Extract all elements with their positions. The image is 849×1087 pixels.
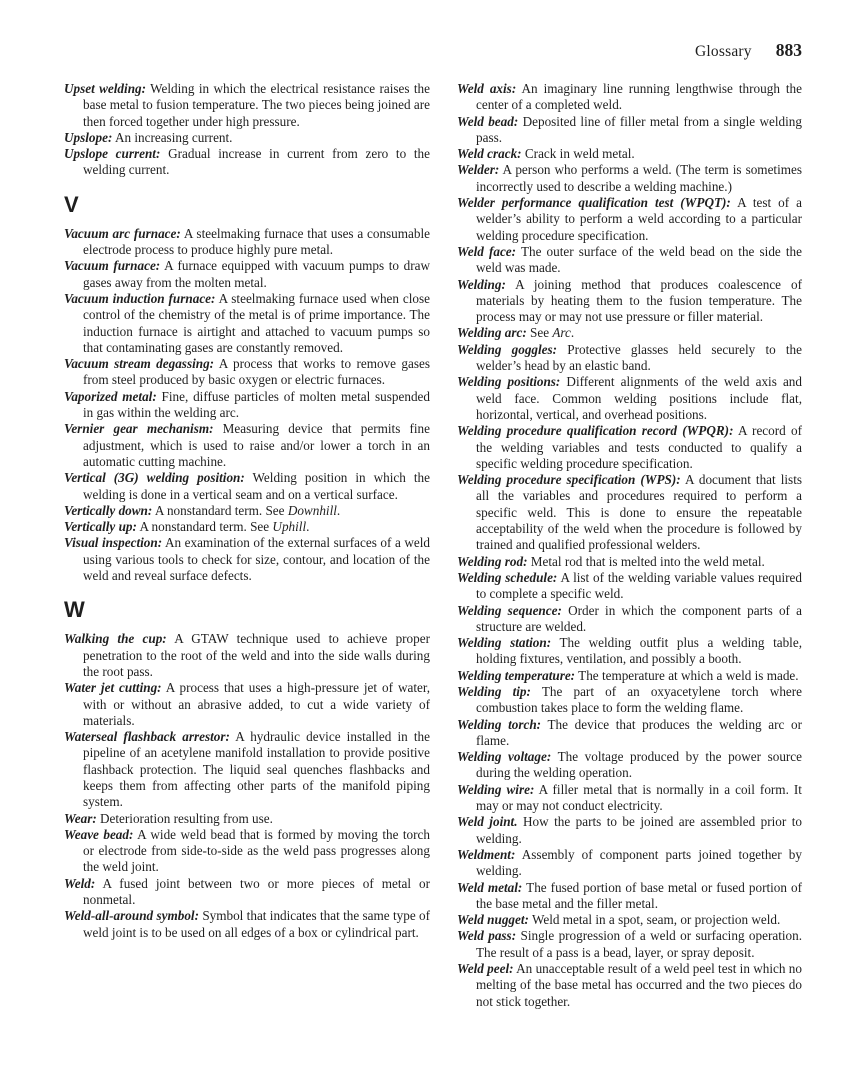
glossary-term: Vertically down: <box>64 502 153 518</box>
glossary-entry <box>457 570 802 603</box>
glossary-entry <box>64 421 430 470</box>
glossary-term: Welding schedule: <box>457 569 558 585</box>
glossary-term: Weave bead: <box>64 826 134 842</box>
glossary-definition: A furnace equipped with vacuum pumps to draw gases away from the molten metal. <box>83 258 430 290</box>
glossary-definition: Different alignments of the weld axis and weld face. Common welding positions include flat, horizontal, vertical, and overhead positions. <box>476 374 802 422</box>
glossary-term: Upslope: <box>64 129 113 145</box>
glossary-definition: A document that lists all the variables and procedures required to perform a specific weld. This is done to ensure the repeatable acceptability of the weld when the procedure is followed by trained and qualified professional welders. <box>476 472 802 553</box>
glossary-definition: Order in which the component parts of a structure are welded. <box>476 602 803 634</box>
glossary-definition: A filler metal that is normally in a coil form. It may or may not conduct electricity. <box>476 781 802 814</box>
glossary-entry <box>457 782 802 815</box>
glossary-definition: Metal rod that is melted into the weld metal. <box>530 553 765 569</box>
glossary-definition: Welding position in which the welding is done in a vertical seam and on a vertical surface. <box>83 470 430 502</box>
glossary-entry <box>64 226 430 259</box>
glossary-definition: The welding outfit plus a welding table, holding fixtures, ventilation, and possibly a booth. <box>476 635 802 667</box>
glossary-term: Water jet cutting: <box>64 680 162 696</box>
glossary-entry <box>457 847 802 880</box>
glossary-term: Welding wire: <box>457 781 535 797</box>
glossary-entry <box>457 603 802 636</box>
glossary-definition: A hydraulic device installed in the pipeline of an acetylene manifold installation to provide positive flashback protection. The liquid seal quenches flashbacks and keeps them from affecting other parts of the manifold piping system. <box>83 729 430 810</box>
glossary-term: Weld peel: <box>457 961 514 977</box>
glossary-entry <box>64 389 430 422</box>
glossary-column-right <box>457 81 802 1010</box>
glossary-term: Welding station: <box>457 635 552 651</box>
glossary-term: Welding positions: <box>457 374 561 390</box>
glossary-entry <box>457 342 802 375</box>
glossary-entry <box>457 114 802 147</box>
glossary-definition: Welding in which the electrical resistance raises the base metal to fusion temperature. The two pieces being joined are then forced together under high pressure. <box>83 81 430 129</box>
glossary-entry <box>457 961 802 1010</box>
glossary-term: Vacuum stream degassing: <box>64 356 215 372</box>
glossary-definition: How the parts to be joined are assembled prior to welding. <box>476 814 803 846</box>
glossary-entry <box>457 423 802 472</box>
glossary-entry <box>457 195 802 244</box>
glossary-term: Weld: <box>64 875 96 891</box>
glossary-entry <box>64 81 430 130</box>
glossary-definition: Deposited line of filler metal from a single welding pass. <box>476 113 802 145</box>
glossary-definition: A joining method that produces coalescence of materials by heating them to the fusion temperature. The process may or may not use pressure or filler material. <box>476 276 802 325</box>
glossary-entry <box>457 374 802 423</box>
glossary-definition: The part of an oxyacetylene torch where combustion takes place to form the welding flame. <box>476 683 803 716</box>
glossary-definition: See Arc. <box>530 325 575 341</box>
glossary-entry <box>64 503 430 519</box>
running-head-title: Glossary <box>695 43 752 60</box>
glossary-definition: An examination of the external surfaces of a weld using various tools to check for size, contour, and location of the weld and reveal surface defects. <box>83 535 430 584</box>
glossary-entry <box>457 472 802 553</box>
glossary-term: Vacuum furnace: <box>64 258 161 274</box>
glossary-entry <box>64 811 430 827</box>
glossary-term: Weldment: <box>457 846 516 862</box>
glossary-entry <box>64 130 430 146</box>
glossary-term: Welding rod: <box>457 553 528 569</box>
glossary-definition: A nonstandard term. See Downhill. <box>154 502 341 518</box>
glossary-definition: The temperature at which a weld is made. <box>578 667 799 683</box>
glossary-entry <box>457 814 802 847</box>
glossary-definition: An increasing current. <box>114 129 233 145</box>
glossary-term: Weld pass: <box>457 928 517 944</box>
glossary-term: Vernier gear mechanism: <box>64 421 214 437</box>
glossary-definition: Weld metal in a spot, seam, or projection weld. <box>531 912 781 928</box>
glossary-entry <box>64 535 430 584</box>
glossary-term: Weld axis: <box>457 81 517 96</box>
glossary-term: Welder: <box>457 162 500 178</box>
glossary-definition: An unacceptable result of a weld peel test in which no melting of the base metal has occurred and the two pieces do not stick together. <box>476 961 802 1009</box>
glossary-term: Upset welding: <box>64 81 147 96</box>
glossary-definition: A record of the welding variables and tests conducted to qualify a specific welding procedure specification. <box>476 423 802 471</box>
page-number: 883 <box>775 40 802 60</box>
glossary-term: Wear: <box>64 810 97 826</box>
glossary-definition: Measuring device that permits fine adjustment, which is used to raise and/or lower a torch in an automatic cutting machine. <box>83 421 430 469</box>
glossary-term: Welding tip: <box>457 683 531 699</box>
glossary-term: Welder performance qualification test (WPQT): <box>457 195 731 211</box>
glossary-definition: Single progression of a weld or surfacing operation. The result of a pass is a bead, layer, or spray deposit. <box>476 928 803 960</box>
glossary-definition: Assembly of component parts joined together by welding. <box>476 846 802 879</box>
glossary-entry <box>457 668 802 684</box>
glossary-entry <box>457 635 802 668</box>
glossary-definition: A steelmaking furnace used when close control of the chemistry of the metal is of prime importance. The induction furnace is airtight and attached to vacuum pumps so that contaminating gases are constantly removed. <box>83 290 430 355</box>
glossary-entry <box>64 258 430 291</box>
glossary-term: Vacuum arc furnace: <box>64 225 181 241</box>
glossary-definition: A test of a welder’s ability to perform a weld according to a particular welding procedure specification. <box>476 195 802 243</box>
glossary-definition: A steelmaking furnace that uses a consumable electrode process to produce highly pure metal. <box>83 225 430 258</box>
glossary-definition: Fine, diffuse particles of molten metal suspended in gas within the welding arc. <box>83 388 430 421</box>
glossary-entry <box>457 749 802 782</box>
glossary-entry <box>457 684 802 717</box>
glossary-term: Welding torch: <box>457 716 542 732</box>
glossary-term: Welding arc: <box>457 325 527 341</box>
glossary-term: Visual inspection: <box>64 535 163 551</box>
glossary-term: Weld nugget: <box>457 912 529 928</box>
glossary-entry <box>64 827 430 876</box>
glossary-term: Weld face: <box>457 243 517 259</box>
glossary-term: Welding: <box>457 276 506 292</box>
glossary-term: Upslope current: <box>64 146 161 162</box>
glossary-definition: Protective glasses held securely to the welder’s head by an elastic band. <box>476 341 802 374</box>
glossary-entry <box>457 880 802 913</box>
glossary-entry <box>64 908 430 941</box>
glossary-entry <box>64 729 430 810</box>
glossary-entry <box>457 162 802 195</box>
glossary-entry <box>457 325 802 341</box>
glossary-term: Weld joint. <box>457 814 518 830</box>
glossary-definition: Gradual increase in current from zero to the welding current. <box>83 146 430 178</box>
glossary-term: Weld metal: <box>457 879 523 895</box>
glossary-term: Welding procedure specification (WPS): <box>457 472 681 488</box>
glossary-definition: A wide weld bead that is formed by moving the torch or electrode from side-to-side as the weld pass progresses along the weld joint. <box>83 826 430 875</box>
glossary-definition: A process that uses a high-pressure jet of water, with or without an abrasive added, to cut a wide variety of materials. <box>83 680 430 728</box>
glossary-entry <box>457 928 802 961</box>
section-letter-V: V <box>64 191 79 217</box>
glossary-definition: A GTAW technique used to achieve proper penetration to the root of the weld and into the side walls during the root pass. <box>83 631 430 679</box>
glossary-definition: Deterioration resulting from use. <box>100 810 273 826</box>
glossary-term: Vacuum induction furnace: <box>64 290 216 306</box>
glossary-entry <box>457 146 802 162</box>
glossary-definition: The fused portion of base metal or fused portion of the base metal and the filler metal. <box>476 879 803 911</box>
glossary-entry <box>64 631 430 680</box>
glossary-entry <box>64 291 430 356</box>
glossary-entry <box>457 244 802 277</box>
glossary-column-left <box>64 81 430 941</box>
glossary-term: Walking the cup: <box>64 631 167 647</box>
glossary-term: Weld-all-around symbol: <box>64 908 199 924</box>
glossary-term: Weld bead: <box>457 113 519 129</box>
glossary-term: Welding procedure qualification record (WPQR): <box>457 423 734 439</box>
glossary-term: Vertical (3G) welding position: <box>64 470 245 486</box>
section-letter-W: W <box>64 597 85 623</box>
glossary-definition: Crack in weld metal. <box>524 146 635 162</box>
glossary-entry <box>457 554 802 570</box>
glossary-definition: The outer surface of the weld bead on the side the weld was made. <box>476 243 802 276</box>
glossary-term: Welding voltage: <box>457 749 552 765</box>
glossary-entry <box>64 519 430 535</box>
running-head <box>695 40 802 61</box>
glossary-entry <box>457 717 802 750</box>
glossary-term: Waterseal flashback arrestor: <box>64 729 230 745</box>
glossary-term: Welding temperature: <box>457 667 576 683</box>
glossary-definition: A fused joint between two or more pieces of metal or nonmetal. <box>83 875 430 908</box>
glossary-entry <box>64 146 430 179</box>
glossary-term: Vaporized metal: <box>64 388 157 404</box>
glossary-term: Welding sequence: <box>457 602 562 618</box>
glossary-entry <box>457 912 802 928</box>
glossary-entry <box>64 470 430 503</box>
glossary-definition: The device that produces the welding arc or flame. <box>476 716 803 748</box>
glossary-definition: A nonstandard term. See Uphill. <box>139 519 310 535</box>
glossary-entry <box>64 876 430 909</box>
glossary-definition: A process that works to remove gases from steel produced by basic oxygen or electric furnaces. <box>83 356 430 388</box>
glossary-term: Vertically up: <box>64 519 137 535</box>
glossary-entry <box>457 81 802 114</box>
glossary-definition: A list of the welding variable values required to complete a specific weld. <box>476 569 802 602</box>
glossary-definition: A person who performs a weld. (The term is sometimes incorrectly used to describe a welding machine.) <box>476 162 802 194</box>
glossary-term: Weld crack: <box>457 146 522 162</box>
glossary-definition: The voltage produced by the power source during the welding operation. <box>476 749 803 781</box>
glossary-term: Welding goggles: <box>457 341 558 357</box>
glossary-definition: Symbol that indicates that the same type of weld joint is to be used on all edges of a box or cylindrical part. <box>83 908 431 940</box>
glossary-entry <box>457 277 802 326</box>
glossary-entry <box>64 680 430 729</box>
glossary-entry <box>64 356 430 389</box>
glossary-definition: An imaginary line running lengthwise through the center of a completed weld. <box>476 81 803 113</box>
